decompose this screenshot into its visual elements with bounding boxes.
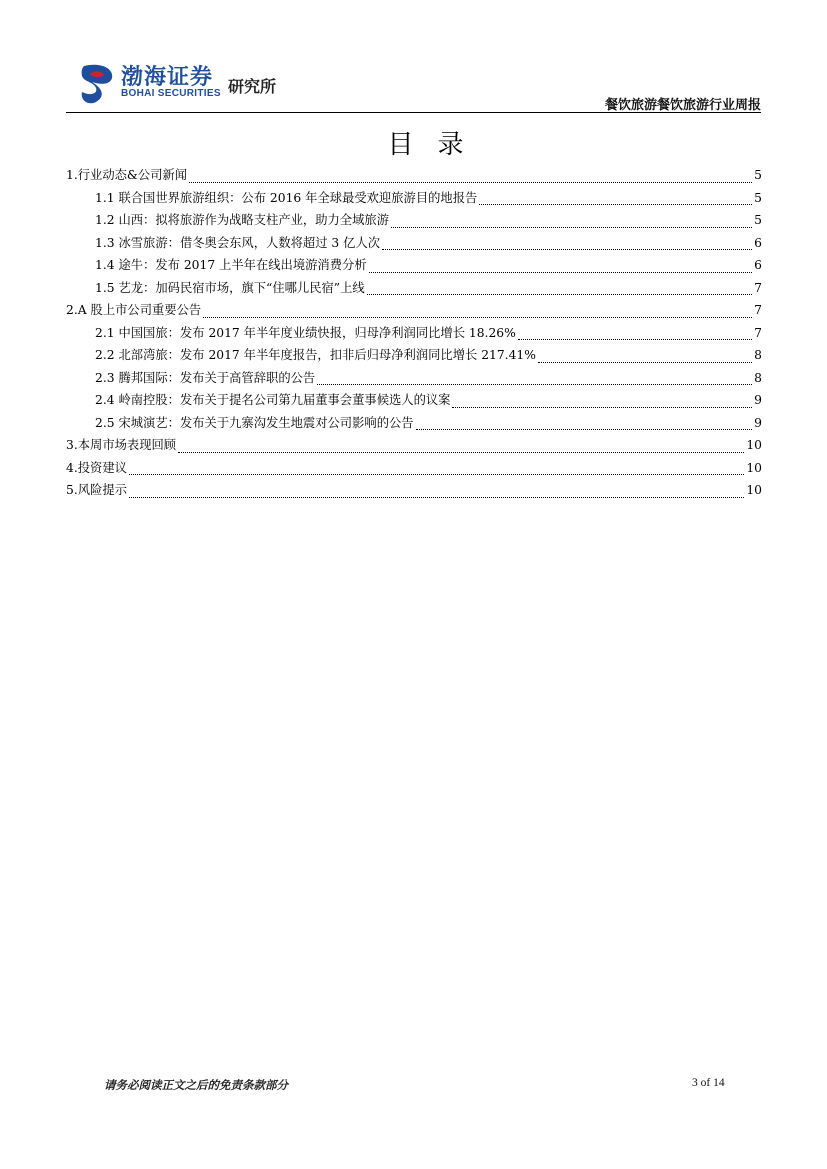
toc-leader-dots xyxy=(129,460,744,475)
toc-entry-page: 5 xyxy=(754,168,762,182)
toc-entry[interactable] xyxy=(66,481,762,504)
toc-entry-title: 2.A 股上市公司重要公告 xyxy=(66,303,202,317)
toc-entry-title: 4.投资建议 xyxy=(66,460,127,475)
toc-entry-title: 5.风险提示 xyxy=(66,483,127,497)
table-of-contents xyxy=(66,166,762,504)
toc-entry-page: 9 xyxy=(754,393,762,407)
bohai-logo-icon xyxy=(78,62,118,104)
toc-leader-dots xyxy=(369,258,753,273)
toc-leader-dots xyxy=(382,235,752,250)
page-header xyxy=(0,0,827,120)
toc-leader-dots xyxy=(129,483,744,498)
toc-entry[interactable] xyxy=(66,234,762,257)
toc-leader-dots xyxy=(479,190,752,205)
logo-suffix: 研究所 xyxy=(228,77,277,96)
toc-entry-page: 10 xyxy=(746,460,762,475)
toc-entry-page: 10 xyxy=(746,483,762,497)
toc-leader-dots xyxy=(538,348,752,363)
toc-leader-dots xyxy=(203,303,752,318)
toc-entry-page: 6 xyxy=(754,258,762,272)
toc-leader-dots xyxy=(178,438,744,453)
toc-entry-title: 1.2 山西：拟将旅游作为战略支柱产业，助力全域旅游 xyxy=(95,213,389,227)
toc-entry-title: 2.2 北部湾旅：发布 2017 年半年度报告，扣非后归母净利润同比增长 217.41% xyxy=(95,348,536,362)
toc-entry-page: 8 xyxy=(754,370,762,385)
toc-entry-page: 7 xyxy=(754,303,762,317)
toc-entry-page: 5 xyxy=(754,213,762,227)
header-divider xyxy=(66,112,761,113)
toc-entry-page: 5 xyxy=(754,190,762,205)
toc-entry[interactable] xyxy=(66,459,762,482)
toc-entry[interactable] xyxy=(66,211,762,234)
toc-entry-title: 1.1 联合国世界旅游组织：公布 2016 年全球最受欢迎旅游目的地报告 xyxy=(95,190,478,205)
toc-entry-title: 2.4 岭南控股：发布关于提名公司第九届董事会董事候选人的议案 xyxy=(95,393,451,407)
report-type: 餐饮旅游餐饮旅游行业周报 xyxy=(604,98,761,113)
toc-entry[interactable] xyxy=(66,256,762,279)
toc-entry-title: 3.本周市场表现回顾 xyxy=(66,438,177,452)
toc-leader-dots xyxy=(317,370,752,385)
toc-entry-title: 2.1 中国国旅：发布 2017 年半年度业绩快报，归母净利润同比增长 18.26% xyxy=(95,325,516,340)
toc-leader-dots xyxy=(452,393,752,408)
toc-leader-dots xyxy=(518,325,752,340)
toc-entry-page: 8 xyxy=(754,348,762,362)
toc-leader-dots xyxy=(391,213,752,228)
toc-entry-page: 10 xyxy=(746,438,762,452)
page-indicator: 3 of 14 xyxy=(692,1077,725,1089)
toc-title: 目录 xyxy=(387,130,488,160)
toc-entry-title: 1.行业动态&公司新闻 xyxy=(66,168,188,182)
toc-entry[interactable] xyxy=(66,436,762,459)
toc-leader-dots xyxy=(416,415,753,430)
toc-entry[interactable] xyxy=(66,324,762,347)
toc-entry-page: 7 xyxy=(754,325,762,340)
toc-entry-title: 1.4 途牛：发布 2017 上半年在线出境游消费分析 xyxy=(95,258,367,272)
toc-entry-page: 6 xyxy=(754,235,762,250)
toc-entry[interactable] xyxy=(66,391,762,414)
toc-entry[interactable] xyxy=(66,166,762,189)
footer-disclaimer: 请务必阅读正文之后的免责条款部分 xyxy=(104,1078,288,1092)
toc-entry[interactable] xyxy=(66,189,762,212)
toc-entry-page: 7 xyxy=(754,280,762,295)
toc-entry-title: 2.3 腾邦国际：发布关于高管辞职的公告 xyxy=(95,370,316,385)
toc-entry-title: 1.3 冰雪旅游：借冬奥会东风，人数将超过 3 亿人次 xyxy=(95,235,381,250)
toc-leader-dots xyxy=(367,280,752,295)
toc-entry[interactable] xyxy=(66,301,762,324)
toc-entry-page: 9 xyxy=(754,415,762,430)
logo-chinese-name: 渤海证券 xyxy=(121,65,214,90)
toc-entry[interactable] xyxy=(66,279,762,302)
toc-leader-dots xyxy=(189,168,752,183)
toc-entry[interactable] xyxy=(66,414,762,437)
toc-entry[interactable] xyxy=(66,346,762,369)
toc-entry-title: 2.5 宋城演艺：发布关于九寨沟发生地震对公司影响的公告 xyxy=(95,415,414,430)
toc-entry[interactable] xyxy=(66,369,762,392)
logo-english-name: BOHAI SECURITIES xyxy=(121,88,221,99)
toc-entry-title: 1.5 艺龙：加码民宿市场，旗下“住哪儿民宿”上线 xyxy=(95,280,365,295)
